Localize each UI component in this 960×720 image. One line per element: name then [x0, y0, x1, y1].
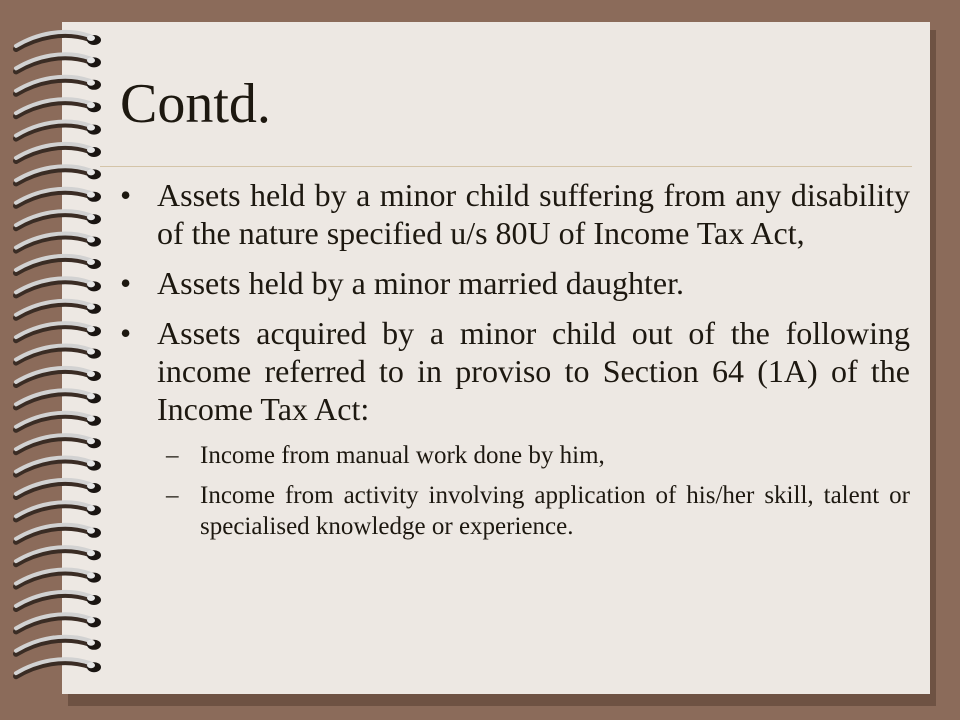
spiral-coil — [16, 211, 101, 228]
spiral-coil — [16, 256, 101, 273]
bullet-text: Assets held by a minor married daughter. — [157, 265, 684, 301]
spiral-coil — [16, 323, 101, 340]
sub-bullet-item — [120, 480, 910, 542]
spiral-coil — [16, 435, 101, 452]
spiral-coil — [16, 368, 101, 385]
sub-bullet-marker: – — [166, 442, 179, 469]
spiral-coil — [16, 77, 101, 94]
bullet-marker: • — [120, 265, 132, 301]
spiral-coil — [16, 32, 101, 49]
bullet-marker: • — [120, 177, 132, 213]
spiral-coil — [16, 99, 101, 116]
sub-bullet-marker: – — [166, 482, 179, 509]
spiral-coil — [16, 54, 101, 71]
spiral-coil — [16, 413, 101, 430]
sub-bullet-text: Income from activity involving application of his/her skill, talent or specialised knowledge or experience. — [200, 482, 910, 540]
spiral-coil — [16, 502, 101, 519]
spiral-coil — [16, 637, 101, 654]
bullet-item — [120, 176, 910, 252]
slide-content — [120, 176, 910, 551]
spiral-coil — [16, 480, 101, 497]
bullet-item — [120, 314, 910, 428]
spiral-coil — [16, 278, 101, 295]
spiral-coil — [16, 458, 101, 475]
spiral-coil — [16, 122, 101, 139]
title-divider — [100, 166, 912, 167]
spiral-coil — [16, 189, 101, 206]
bullet-marker: • — [120, 315, 132, 351]
spiral-coil — [16, 390, 101, 407]
spiral-coil — [16, 547, 101, 564]
slide-title: Contd. — [120, 73, 271, 135]
spiral-coil — [16, 166, 101, 183]
bullet-text: Assets held by a minor child suffering from any disability of the nature specified u/s 80U of Income Tax Act, — [157, 177, 910, 251]
spiral-coil — [16, 525, 101, 542]
bullet-text: Assets acquired by a minor child out of the following income referred to in proviso to Section 64 (1A) of the Income Tax Act: — [157, 315, 910, 427]
spiral-coil — [16, 144, 101, 161]
spiral-coil — [16, 234, 101, 251]
spiral-coil — [16, 614, 101, 631]
spiral-coil — [16, 346, 101, 363]
spiral-binding-icon — [0, 0, 120, 720]
spiral-coil — [16, 659, 101, 676]
spiral-coil — [16, 592, 101, 609]
spiral-coil — [16, 301, 101, 318]
sub-bullet-text: Income from manual work done by him, — [200, 442, 605, 469]
sub-bullet-list — [120, 440, 910, 542]
spiral-coil — [16, 570, 101, 587]
bullet-item — [120, 264, 910, 302]
sub-bullet-item — [120, 440, 910, 471]
